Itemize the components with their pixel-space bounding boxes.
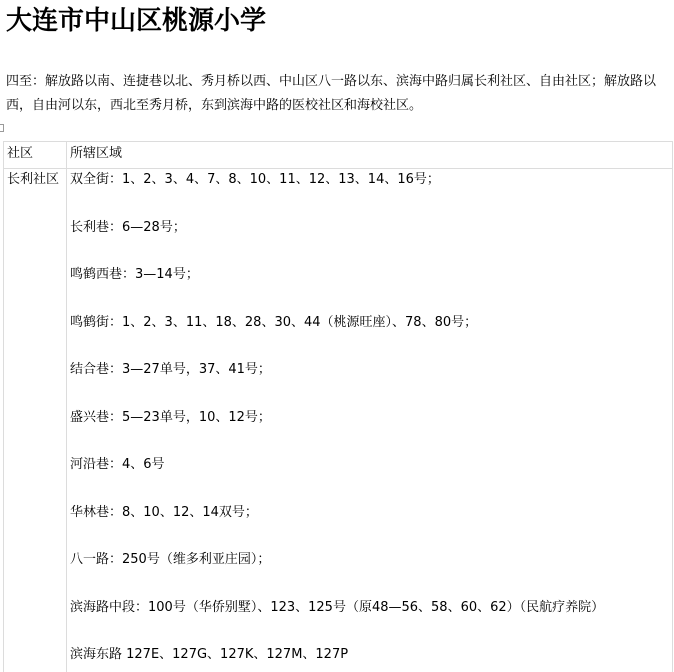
area-entry: 双全街：1、2、3、4、7、8、10、11、12、13、14、16号；	[70, 172, 440, 187]
area-entry: 鸣鹤西巷：3—14号；	[70, 267, 199, 282]
cell-community-name: 长利社区	[7, 172, 60, 187]
header-community: 社区	[7, 146, 34, 161]
area-entry: 滨海路中段：100号（华侨别墅）、123、125号（原48—56、58、60、62）（民航疗养院）	[70, 599, 605, 615]
boundary-description: 四至：解放路以南、连捷巷以北、秀月桥以西、中山区八一路以东、滨海中路归属长利社区、自由社区；解放路以西，自由河以东，西北至秀月桥，东到滨海中路的医校社区和海校社区。	[6, 74, 657, 113]
area-entry: 滨海东路 127E、127G、127K、127M、127P	[70, 647, 349, 662]
table-anchor-marker	[0, 124, 4, 132]
area-entry: 华林巷：8、10、12、14双号；	[70, 504, 258, 520]
area-entry: 河沿巷：4、6号	[70, 457, 165, 472]
header-area: 所辖区域	[70, 146, 123, 161]
area-entry: 鸣鹤街：1、2、3、11、18、28、30、44（桃源旺座）、78、80号；	[70, 314, 478, 330]
area-entry: 八一路：250号（维多利亚庄园）；	[70, 552, 271, 567]
area-entry-list	[70, 169, 670, 672]
district-table	[3, 141, 673, 672]
area-entry: 长利巷：6—28号；	[70, 219, 186, 235]
area-entry: 结合巷：3—27单号，37、41号；	[70, 362, 271, 377]
column-divider	[66, 142, 67, 672]
page-title: 大连市中山区桃源小学	[6, 6, 267, 36]
area-entry: 盛兴巷：5—23单号，10、12号；	[70, 409, 271, 425]
